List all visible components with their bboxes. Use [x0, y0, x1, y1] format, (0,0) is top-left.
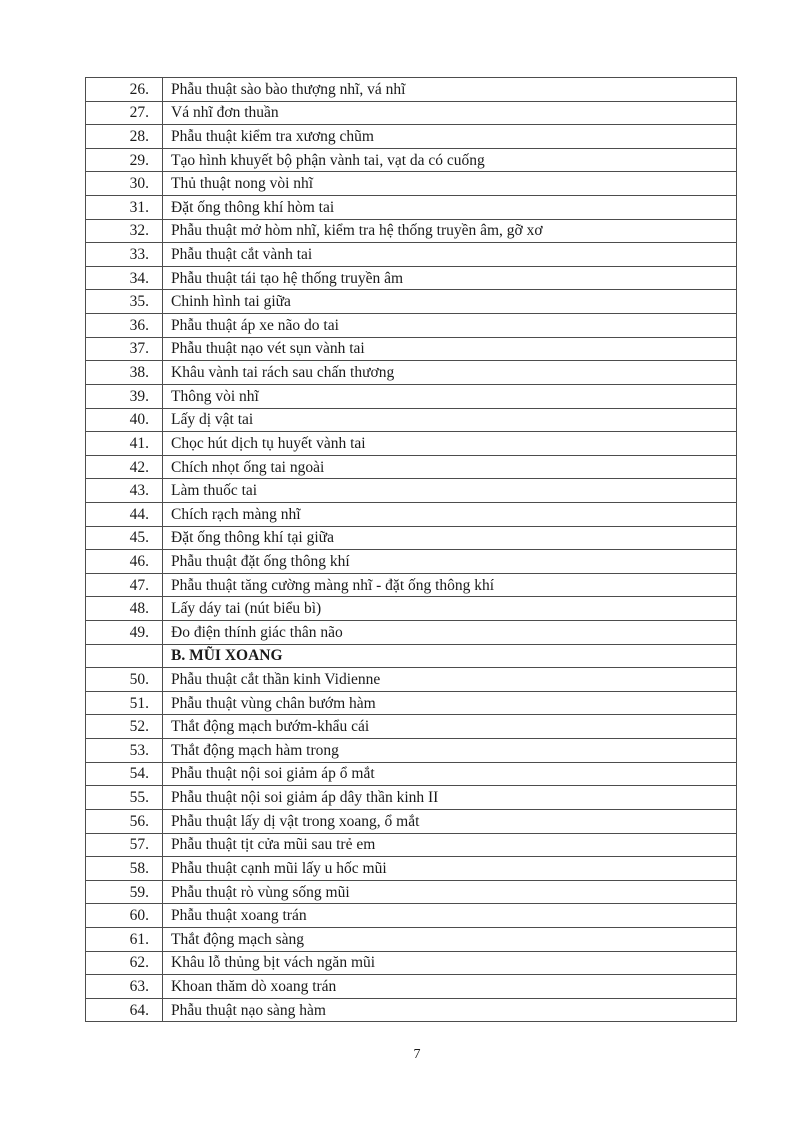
procedure-name: Thủ thuật nong vòi nhĩ — [163, 172, 737, 196]
table-row — [86, 266, 737, 290]
table-row — [86, 668, 737, 692]
procedure-name: Phẫu thuật nội soi giảm áp dây thần kinh II — [163, 786, 737, 810]
table-row — [86, 550, 737, 574]
row-number: 26. — [86, 78, 163, 102]
table-row — [86, 479, 737, 503]
row-number: 52. — [86, 715, 163, 739]
table-row — [86, 455, 737, 479]
procedure-name: Phẫu thuật lấy dị vật trong xoang, ổ mắt — [163, 809, 737, 833]
procedure-name: Chinh hình tai giữa — [163, 290, 737, 314]
table-row — [86, 148, 737, 172]
row-number: 37. — [86, 337, 163, 361]
row-number: 54. — [86, 762, 163, 786]
table-row — [86, 762, 737, 786]
table-row — [86, 621, 737, 645]
table-row — [86, 78, 737, 102]
table-row — [86, 975, 737, 999]
row-number: 40. — [86, 408, 163, 432]
procedure-name: Phẫu thuật nội soi giảm áp ổ mắt — [163, 762, 737, 786]
row-number: 27. — [86, 101, 163, 125]
procedure-name: Làm thuốc tai — [163, 479, 737, 503]
row-number: 41. — [86, 432, 163, 456]
row-number: 38. — [86, 361, 163, 385]
table-row — [86, 219, 737, 243]
table-row — [86, 125, 737, 149]
procedure-name: Thắt động mạch hàm trong — [163, 739, 737, 763]
procedure-name: Thông vòi nhĩ — [163, 384, 737, 408]
table-row — [86, 314, 737, 338]
procedure-name: Thắt động mạch bướm-khẩu cái — [163, 715, 737, 739]
row-number: 42. — [86, 455, 163, 479]
procedure-name: Vá nhĩ đơn thuần — [163, 101, 737, 125]
procedure-name: Phẫu thuật nạo sàng hàm — [163, 998, 737, 1022]
row-number: 61. — [86, 927, 163, 951]
procedure-name: Chích nhọt ống tai ngoài — [163, 455, 737, 479]
procedure-name: Phẫu thuật cắt thần kinh Vidienne — [163, 668, 737, 692]
row-number: 28. — [86, 125, 163, 149]
table-row — [86, 998, 737, 1022]
table-row — [86, 361, 737, 385]
row-number: 60. — [86, 904, 163, 928]
table-row — [86, 408, 737, 432]
table-row — [86, 857, 737, 881]
procedure-name: Tạo hình khuyết bộ phận vành tai, vạt da có cuống — [163, 148, 737, 172]
table-row — [86, 951, 737, 975]
table-row — [86, 597, 737, 621]
procedure-name: Phẫu thuật cạnh mũi lấy u hốc mũi — [163, 857, 737, 881]
row-number: 53. — [86, 739, 163, 763]
row-number: 59. — [86, 880, 163, 904]
table-row — [86, 691, 737, 715]
procedure-name: Đặt ống thông khí hòm tai — [163, 196, 737, 220]
table-row — [86, 196, 737, 220]
procedure-name: Phẫu thuật tịt cửa mũi sau trẻ em — [163, 833, 737, 857]
table-row — [86, 927, 737, 951]
row-number: 44. — [86, 502, 163, 526]
row-number: 36. — [86, 314, 163, 338]
row-number: 31. — [86, 196, 163, 220]
row-number: 45. — [86, 526, 163, 550]
procedure-name: Chọc hút dịch tụ huyết vành tai — [163, 432, 737, 456]
procedure-name: Thắt động mạch sàng — [163, 927, 737, 951]
row-number: 32. — [86, 219, 163, 243]
table-row — [86, 573, 737, 597]
procedure-table — [85, 77, 737, 1022]
procedure-name: Phẫu thuật đặt ống thông khí — [163, 550, 737, 574]
table-row — [86, 904, 737, 928]
row-number: 55. — [86, 786, 163, 810]
row-number: 39. — [86, 384, 163, 408]
procedure-name: Phẫu thuật vùng chân bướm hàm — [163, 691, 737, 715]
table-row — [86, 833, 737, 857]
table-row — [86, 502, 737, 526]
procedure-name: Phẫu thuật áp xe não do tai — [163, 314, 737, 338]
table-row — [86, 290, 737, 314]
row-number: 30. — [86, 172, 163, 196]
procedure-name: Khâu vành tai rách sau chấn thương — [163, 361, 737, 385]
row-number: 33. — [86, 243, 163, 267]
procedure-name: Lấy dị vật tai — [163, 408, 737, 432]
table-row — [86, 384, 737, 408]
section-title: B. MŨI XOANG — [163, 644, 737, 668]
table-row — [86, 526, 737, 550]
procedure-name: Phẫu thuật tăng cường màng nhĩ - đặt ống thông khí — [163, 573, 737, 597]
procedure-name: Phẫu thuật xoang trán — [163, 904, 737, 928]
procedure-name: Phẫu thuật sào bào thượng nhĩ, vá nhĩ — [163, 78, 737, 102]
section-header-row — [86, 644, 737, 668]
procedure-name: Đặt ống thông khí tại giữa — [163, 526, 737, 550]
procedure-name: Phẫu thuật mở hòm nhĩ, kiểm tra hệ thống truyền âm, gỡ xơ — [163, 219, 737, 243]
procedure-name: Chích rạch màng nhĩ — [163, 502, 737, 526]
table-row — [86, 172, 737, 196]
procedure-table-body — [86, 78, 737, 1022]
row-number: 34. — [86, 266, 163, 290]
row-number — [86, 644, 163, 668]
row-number: 29. — [86, 148, 163, 172]
procedure-name: Phẫu thuật nạo vét sụn vành tai — [163, 337, 737, 361]
row-number: 64. — [86, 998, 163, 1022]
row-number: 63. — [86, 975, 163, 999]
table-row — [86, 337, 737, 361]
table-row — [86, 432, 737, 456]
table-row — [86, 243, 737, 267]
table-row — [86, 715, 737, 739]
row-number: 57. — [86, 833, 163, 857]
procedure-name: Phẫu thuật rò vùng sống mũi — [163, 880, 737, 904]
row-number: 48. — [86, 597, 163, 621]
table-row — [86, 786, 737, 810]
row-number: 62. — [86, 951, 163, 975]
procedure-name: Phẫu thuật kiểm tra xương chũm — [163, 125, 737, 149]
procedure-name: Khâu lỗ thủng bịt vách ngăn mũi — [163, 951, 737, 975]
row-number: 43. — [86, 479, 163, 503]
table-row — [86, 101, 737, 125]
page-number: 7 — [413, 1047, 421, 1062]
row-number: 56. — [86, 809, 163, 833]
row-number: 50. — [86, 668, 163, 692]
row-number: 51. — [86, 691, 163, 715]
procedure-name: Lấy dáy tai (nút biểu bì) — [163, 597, 737, 621]
procedure-name: Đo điện thính giác thân não — [163, 621, 737, 645]
row-number: 47. — [86, 573, 163, 597]
procedure-name: Phẫu thuật tái tạo hệ thống truyền âm — [163, 266, 737, 290]
table-row — [86, 739, 737, 763]
table-row — [86, 809, 737, 833]
procedure-name: Phẫu thuật cắt vành tai — [163, 243, 737, 267]
table-row — [86, 880, 737, 904]
row-number: 35. — [86, 290, 163, 314]
row-number: 49. — [86, 621, 163, 645]
procedure-name: Khoan thăm dò xoang trán — [163, 975, 737, 999]
row-number: 58. — [86, 857, 163, 881]
row-number: 46. — [86, 550, 163, 574]
